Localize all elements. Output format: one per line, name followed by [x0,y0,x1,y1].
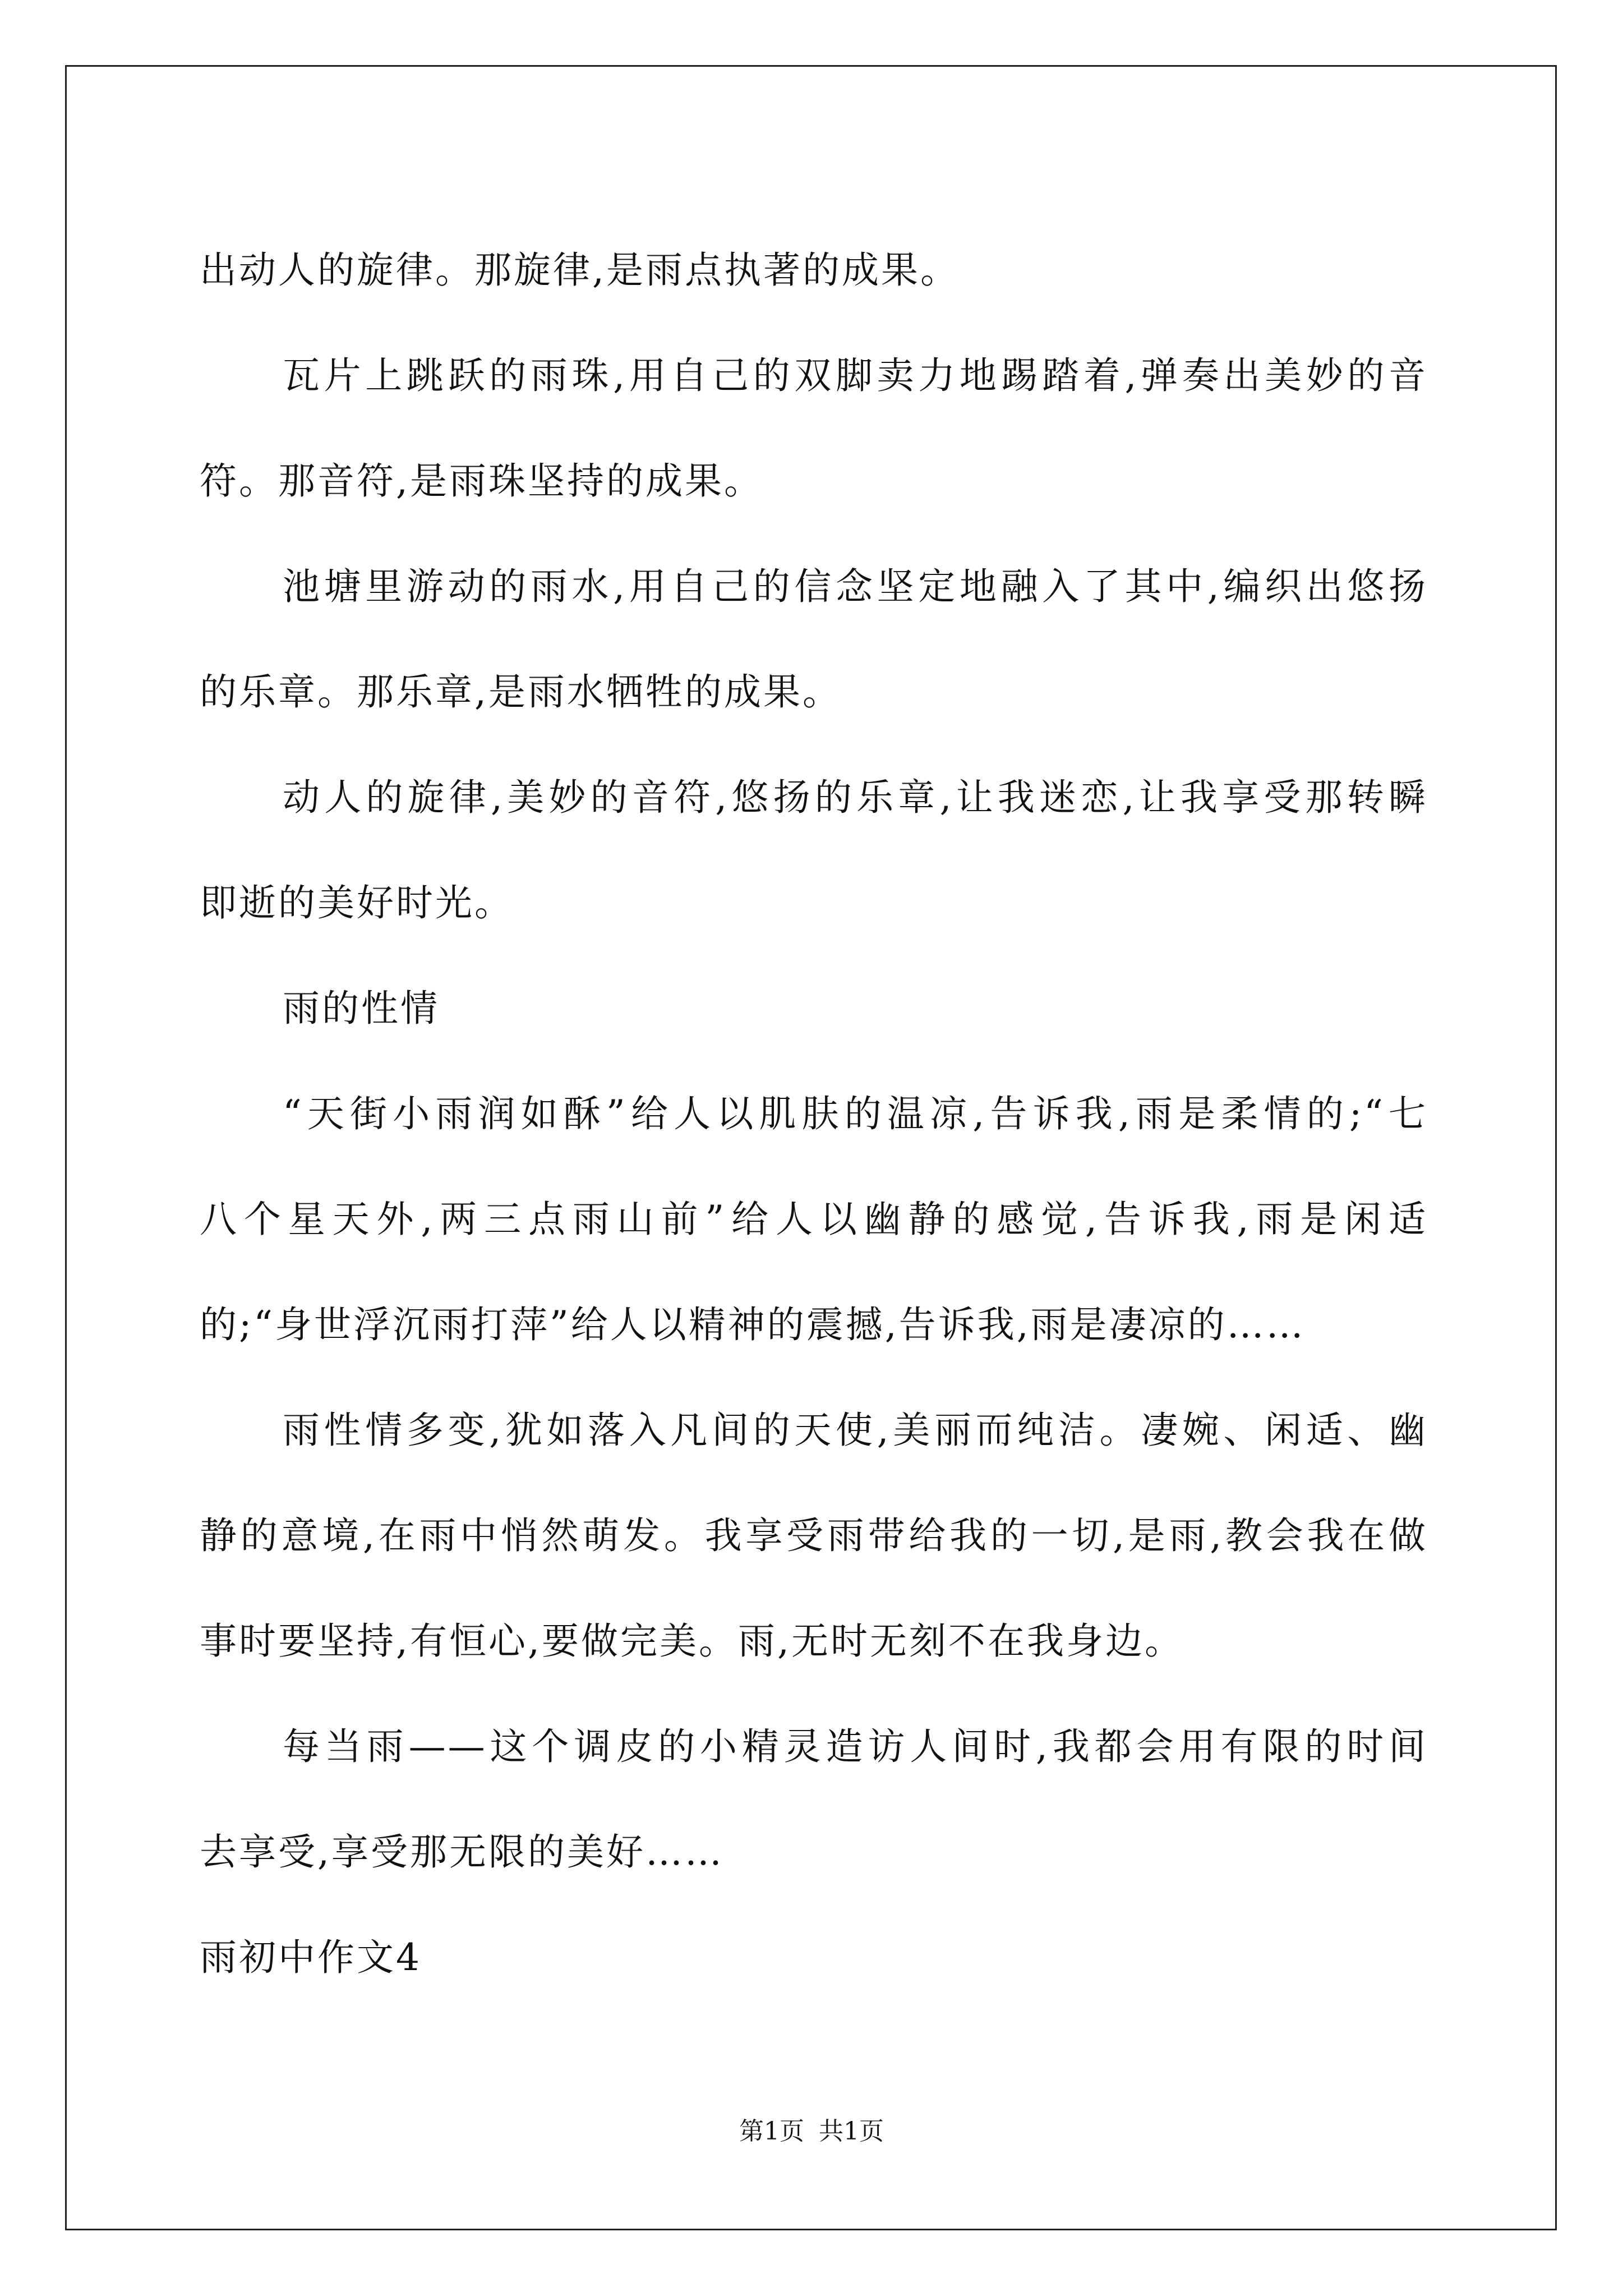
document-body [200,218,1428,2010]
text-line: 事时要坚持,有恒心,要做完美。雨,无时无刻不在我身边。 [200,1619,1184,1663]
text-line: 每当雨——这个调皮的小精灵造访人间时,我都会用有限的时间 [283,1725,1428,1768]
page-footer [0,2115,1623,2148]
text-line: 静的意境,在雨中悄然萌发。我享受雨带给我的一切,是雨,教会我在做 [200,1514,1428,1557]
text-line: 出动人的旋律。那旋律,是雨点执著的成果。 [200,249,960,292]
text-line: 池塘里游动的雨水,用自己的信念坚定地融入了其中,编织出悠扬 [283,565,1428,608]
text-line: 动人的旋律,美妙的音符,悠扬的乐章,让我迷恋,让我享受那转瞬 [283,776,1428,819]
text-line: 雨性情多变,犹如落入凡间的天使,美丽而纯洁。凄婉、闲适、幽 [283,1409,1428,1452]
page-total: 共1页 [819,2117,884,2146]
page-number: 第1页 [739,2117,804,2146]
text-line: “天街小雨润如酥”给人以肌肤的温凉,告诉我,雨是柔情的;“七 [283,1092,1428,1135]
text-line: 去享受,享受那无限的美好…… [200,1830,724,1874]
text-line: 八个星天外,两三点雨山前”给人以幽静的感觉,告诉我,雨是闲适 [200,1198,1428,1241]
text-line: 的;“身世浮沉雨打萍”给人以精神的震撼,告诉我,雨是凄凉的…… [200,1303,1306,1346]
section-heading: 雨的性情 [283,987,440,1030]
text-line: 符。那音符,是雨珠坚持的成果。 [200,459,763,503]
text-line: 即逝的美好时光。 [200,881,514,924]
article-title: 雨初中作文4 [200,1936,422,1979]
text-line: 瓦片上跳跃的雨珠,用自己的双脚卖力地踢踏着,弹奏出美妙的音 [283,354,1428,397]
text-line: 的乐章。那乐章,是雨水牺牲的成果。 [200,670,842,714]
